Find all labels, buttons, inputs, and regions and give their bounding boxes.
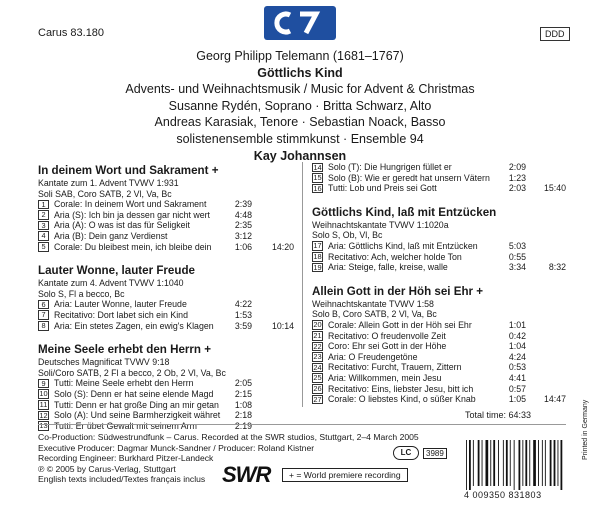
ddd-badge: DDD xyxy=(540,27,570,41)
work-info: Weihnachtskantate TVWV 1:58 xyxy=(312,298,434,309)
track-row xyxy=(312,394,566,405)
track-number: 1 xyxy=(38,200,49,210)
credit-line: Recording Engineer: Burkhard Pitzer-Landeck xyxy=(38,453,214,464)
credit-line: English texts included/Textes français inclus xyxy=(38,474,206,485)
track-number: 6 xyxy=(38,300,49,310)
track-duration: 2:15 xyxy=(234,388,252,399)
album-header xyxy=(0,48,600,164)
track-duration: 1:23 xyxy=(508,172,526,183)
barcode-bar xyxy=(533,440,536,486)
track-row xyxy=(38,389,294,400)
work-info: Solo S, Fl a becco, Bc xyxy=(38,288,125,299)
barcode-bar xyxy=(554,440,556,486)
track-row xyxy=(312,241,566,252)
track-title: Tutti: Denn er hat große Ding an mir getan xyxy=(54,399,219,410)
track-number: 11 xyxy=(39,400,48,409)
track-duration: 2:18 xyxy=(234,410,252,421)
tracklist-left xyxy=(38,162,294,431)
barcode-bar xyxy=(466,440,467,490)
work-info: Kantate zum 4. Advent TVWV 1:1040 xyxy=(38,278,184,289)
work-total-duration: 15:40 xyxy=(543,183,566,194)
track-title: Recitativo: O freudenvolle Zeit xyxy=(328,330,446,341)
barcode-number: 4 009350 831803 xyxy=(464,490,542,500)
track-title: Solo (B): Wie er geredt hat unsern Vätern xyxy=(328,172,490,183)
conductor: Kay Johannsen xyxy=(253,148,347,163)
track-number: 2 xyxy=(38,210,49,220)
track-title: Aria: O Freudengetöne xyxy=(328,351,418,362)
track-title: Recitativo: Eins, liebster Jesu, bitt ich xyxy=(328,383,474,394)
work-info: Kantate zum 1. Advent TVWV 1:931 xyxy=(38,178,179,188)
work-total-duration: 8:32 xyxy=(548,262,566,273)
work-title: In deinem Wort und Sakrament + xyxy=(38,164,219,177)
track-row xyxy=(312,162,566,173)
barcode-bar xyxy=(519,440,521,490)
barcode-bar xyxy=(558,440,559,486)
track-duration: 2:35 xyxy=(234,220,252,231)
track-title: Recitativo: Furcht, Trauern, Zittern xyxy=(328,362,462,373)
work-info: Deutsches Magnificat TVWV 9:18 xyxy=(38,357,170,368)
performers-line-1: Susanne Rydén, Soprano · Britta Schwarz, Alto xyxy=(168,98,432,113)
track-title: Aria: Steige, falle, kreise, walle xyxy=(328,262,448,273)
track-row xyxy=(38,410,294,421)
work-gap xyxy=(312,273,566,283)
track-title: Recitativo: Dort labet sich ein Kind xyxy=(54,309,188,320)
track-row xyxy=(38,378,294,389)
track-row xyxy=(312,384,566,395)
track-duration: 2:03 xyxy=(508,183,526,194)
barcode-bar xyxy=(542,440,543,486)
track-number: 13 xyxy=(39,421,48,431)
track-row xyxy=(38,400,294,411)
track-duration: 0:57 xyxy=(508,383,526,394)
barcode-bar xyxy=(525,440,527,486)
track-title: Aria: Lauter Wonne, lauter Freude xyxy=(54,299,187,310)
track-row xyxy=(312,373,566,384)
track-row xyxy=(312,362,566,373)
barcode-bar xyxy=(538,440,539,486)
track-duration: 0:42 xyxy=(508,330,526,341)
track-duration: 4:41 xyxy=(508,372,526,383)
track-title: Coro: Ehr sei Gott in der Höhe xyxy=(328,341,447,352)
work-total-duration: 14:20 xyxy=(271,241,294,252)
track-title: Recitativo: Ach, welcher holde Ton xyxy=(328,251,462,262)
performers-line-2: Andreas Karasiak, Tenore · Sebastian Noack, Basso xyxy=(154,115,446,130)
track-number: 3 xyxy=(38,221,49,231)
track-duration: 4:22 xyxy=(234,299,252,310)
track-title: Corale: Allein Gott in der Höh sei Ehr xyxy=(328,319,472,330)
track-row xyxy=(312,173,566,184)
barcode-bar xyxy=(469,440,471,490)
track-duration: 3:59 xyxy=(234,320,252,331)
track-row xyxy=(38,321,294,332)
track-duration: 4:48 xyxy=(234,209,252,220)
work-gap xyxy=(38,331,294,341)
credit-line: Executive Producer: Dagmar Munck-Sandner / Producer: Roland Kistner xyxy=(38,442,315,453)
track-title: Tutti: Er übet Gewalt mit seinem Arm xyxy=(54,420,197,431)
track-number: 16 xyxy=(313,183,322,193)
track-row xyxy=(38,199,294,210)
printed-in: Printed in Germany xyxy=(582,399,589,460)
track-duration: 2:09 xyxy=(508,162,526,172)
track-duration: 1:04 xyxy=(508,341,526,352)
track-number: 5 xyxy=(38,242,49,252)
work-info: Soli SAB, Coro SATB, 2 Vl, Va, Bc xyxy=(38,188,172,199)
track-title: Aria: Ein stetes Zagen, ein ewig's Klagen xyxy=(54,320,214,331)
track-duration: 0:53 xyxy=(508,362,526,373)
label-code-number: 3989 xyxy=(423,448,447,459)
track-row xyxy=(312,352,566,363)
track-title: Corale: Du bleibest mein, ich bleibe dein xyxy=(54,241,212,252)
catalog-number: Carus 83.180 xyxy=(38,27,105,39)
barcode-bar xyxy=(498,440,499,486)
track-number: 17 xyxy=(313,241,322,251)
track-number: 20 xyxy=(313,320,322,330)
track-number: 22 xyxy=(313,341,322,351)
barcode-bar xyxy=(503,440,504,486)
track-duration: 3:34 xyxy=(508,262,526,273)
barcode-bar xyxy=(490,440,491,486)
barcode-bar xyxy=(493,440,495,486)
swr-logo: SWR xyxy=(222,462,271,487)
track-number: 9 xyxy=(38,379,49,389)
track-row xyxy=(38,421,294,432)
composer: Georg Philipp Telemann (1681–1767) xyxy=(196,49,404,63)
track-row xyxy=(38,220,294,231)
work-title: Göttlichs Kind, laß mit Entzücken xyxy=(312,205,497,219)
track-row xyxy=(38,231,294,242)
barcode-bar xyxy=(482,440,483,486)
work-info: Solo B, Coro SATB, 2 Vl, Va, Bc xyxy=(312,309,437,320)
album-subtitle: Advents- und Weihnachtsmusik / Music for Advent & Christmas xyxy=(125,82,475,97)
track-duration: 1:06 xyxy=(234,241,252,252)
track-duration: 3:12 xyxy=(234,230,252,241)
track-duration: 1:01 xyxy=(508,319,526,330)
track-number: 26 xyxy=(313,384,322,393)
total-time: Total time: 64:33 xyxy=(465,410,532,420)
column-divider xyxy=(302,162,303,407)
work-title: Meine Seele erhebt den Herrn + xyxy=(38,343,212,357)
track-title: Tutti: Lob und Preis sei Gott xyxy=(328,183,437,194)
track-number: 8 xyxy=(38,321,49,331)
track-number: 14 xyxy=(313,162,322,172)
barcode-bar xyxy=(510,440,511,486)
track-duration: 2:05 xyxy=(234,378,252,389)
track-duration: 4:24 xyxy=(508,351,526,362)
track-number: 27 xyxy=(313,394,322,404)
barcode-bar xyxy=(506,440,508,486)
barcode-bar xyxy=(545,440,546,486)
track-row xyxy=(312,331,566,342)
track-duration: 1:53 xyxy=(234,309,252,320)
track-row xyxy=(38,210,294,221)
track-row xyxy=(312,262,566,273)
work-total-duration: 10:14 xyxy=(271,320,294,331)
barcode-bar xyxy=(486,440,489,486)
credits-divider xyxy=(38,424,566,425)
work-info: Weihnachtskantate TVWV 1:1020a xyxy=(312,219,449,230)
track-number: 18 xyxy=(313,252,322,262)
track-row xyxy=(38,299,294,310)
credit-line: ℗ © 2005 by Carus-Verlag, Stuttgart xyxy=(38,463,176,474)
barcode xyxy=(464,440,570,490)
track-number: 23 xyxy=(313,352,322,362)
track-duration: 1:05 xyxy=(508,394,526,405)
track-title: Solo (T): Die Hungrigen füllet er xyxy=(328,162,452,172)
track-row xyxy=(312,341,566,352)
barcode-bar xyxy=(473,440,474,486)
work-title: Allein Gott in der Höh sei Ehr + xyxy=(312,284,484,298)
track-title: Aria (S): Ich bin ja dessen gar nicht wert xyxy=(54,209,210,220)
track-number: 12 xyxy=(39,410,48,420)
track-title: Aria: Göttlichs Kind, laß mit Entzücken xyxy=(328,240,478,251)
track-row xyxy=(312,320,566,331)
barcode-bar xyxy=(529,440,530,486)
work-title: Lauter Wonne, lauter Freude xyxy=(38,264,195,278)
tracklist-right xyxy=(312,162,566,405)
track-title: Corale: O liebstes Kind, o süßer Knab xyxy=(328,394,476,405)
barcode-bar xyxy=(522,440,523,486)
track-title: Aria: Willkommen, mein Jesu xyxy=(328,372,442,383)
track-duration: 5:03 xyxy=(508,240,526,251)
track-title: Aria (B): Dein ganz Verdienst xyxy=(54,230,168,241)
track-number: 4 xyxy=(38,231,49,241)
track-number: 21 xyxy=(313,331,322,341)
track-duration: 2:39 xyxy=(234,199,252,210)
album-title: Göttlichs Kind xyxy=(257,65,343,80)
track-title: Solo (S): Denn er hat seine elende Magd xyxy=(54,388,214,399)
track-duration: 1:08 xyxy=(234,399,252,410)
barcode-bar xyxy=(561,440,563,490)
track-number: 24 xyxy=(313,362,322,372)
track-title: Tutti: Meine Seele erhebt den Herrn xyxy=(54,378,194,389)
track-duration: 0:55 xyxy=(508,251,526,262)
performers-line-3: solistenensemble stimmkunst · Ensemble 94 xyxy=(176,131,424,146)
track-row xyxy=(38,310,294,321)
track-number: 19 xyxy=(313,262,322,272)
track-title: Solo (A): Und seine Barmherzigkeit währet xyxy=(54,410,221,421)
track-duration: 2:19 xyxy=(234,420,252,431)
track-number: 15 xyxy=(313,173,322,183)
work-gap xyxy=(38,252,294,262)
work-total-duration: 14:47 xyxy=(543,394,566,405)
track-row xyxy=(38,242,294,253)
work-info: Solo S, Ob, Vl, Bc xyxy=(312,230,383,241)
track-title: Corale: In deinem Wort und Sakrament xyxy=(54,199,207,210)
barcode-bar xyxy=(478,440,480,486)
barcode-bar xyxy=(550,440,552,486)
track-number: 10 xyxy=(39,389,48,399)
credit-line: Co-Production: Südwestrundfunk – Carus. Recorded at the SWR studios, Stuttgart, 2–4 March 2005 xyxy=(38,432,419,442)
barcode-bar xyxy=(514,440,515,490)
work-gap xyxy=(312,194,566,204)
label-code-badge: LC xyxy=(393,446,419,460)
track-row xyxy=(312,183,566,194)
work-info: Soli/Coro SATB, 2 Fl a becco, 2 Ob, 2 Vl, Va, Bc xyxy=(38,367,226,378)
track-number: 7 xyxy=(38,310,49,320)
track-row xyxy=(312,252,566,263)
track-number: 25 xyxy=(313,373,322,383)
premiere-note: + = World premiere recording xyxy=(282,468,408,482)
carus-logo xyxy=(264,6,336,40)
track-title: Aria (A): O was ist das für Seligkeit xyxy=(54,220,190,231)
